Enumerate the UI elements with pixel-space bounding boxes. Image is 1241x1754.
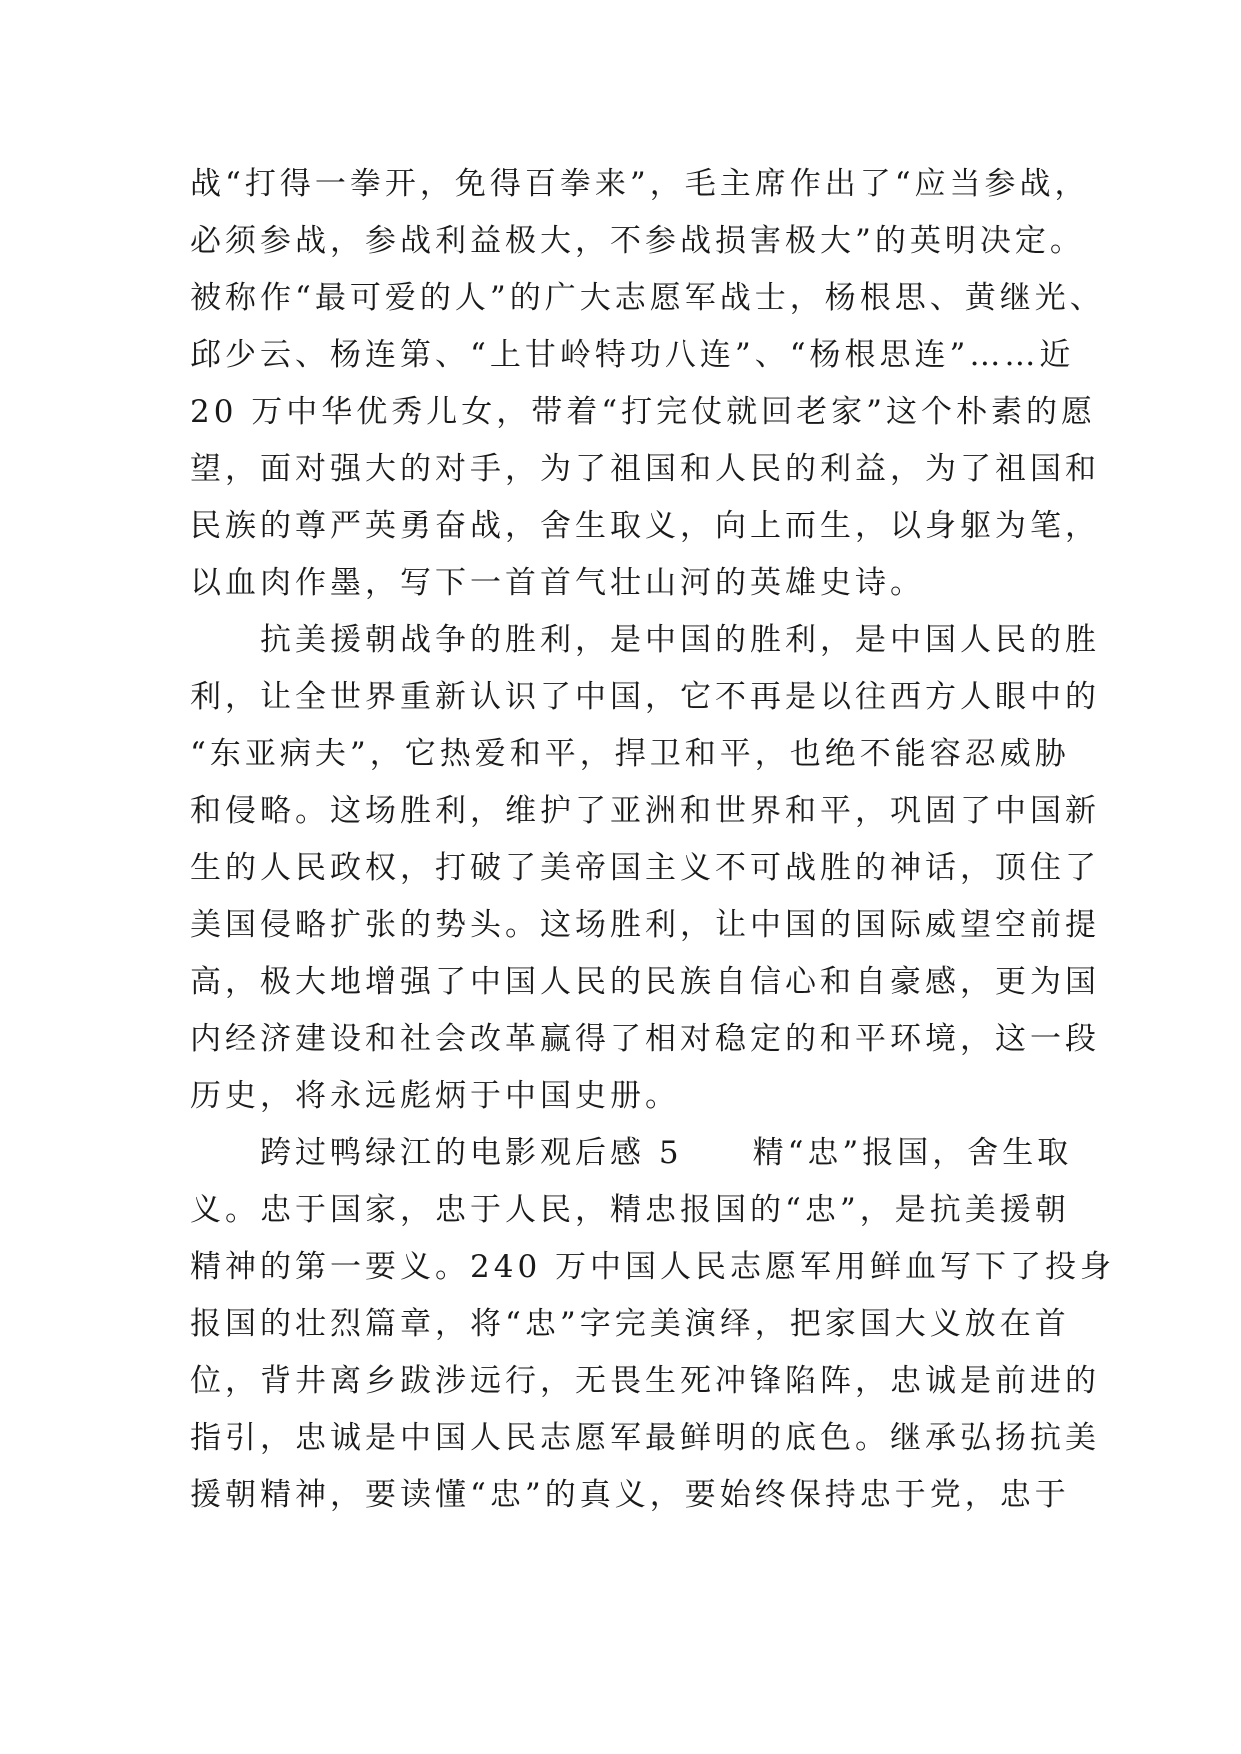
text-line: 生的人民政权，打破了美帝国主义不可战胜的神话，顶住了 — [190, 850, 1100, 886]
text-line: 抗美援朝战争的胜利，是中国的胜利，是中国人民的胜 — [190, 622, 1100, 658]
text-line: 历史，将永远彪炳于中国史册。 — [190, 1078, 680, 1114]
text-line: 指引，忠诚是中国人民志愿军最鲜明的底色。继承弘扬抗美 — [190, 1420, 1100, 1456]
text-line: 美国侵略扩张的势头。这场胜利，让中国的国际威望空前提 — [190, 907, 1100, 943]
text-line: 利，让全世界重新认识了中国，它不再是以往西方人眼中的 — [190, 679, 1100, 715]
text-line: 精神的第一要义。240 万中国人民志愿军用鲜血写下了投身 — [190, 1249, 1116, 1285]
text-line: 战“打得一拳开，免得百拳来”，毛主席作出了“应当参战， — [190, 166, 1090, 202]
text-line: 义。忠于国家，忠于人民，精忠报国的“忠”，是抗美援朝 — [190, 1192, 1070, 1228]
text-line: 报国的壮烈篇章，将“忠”字完美演绎，把家国大义放在首 — [190, 1306, 1070, 1342]
text-line: 援朝精神，要读懂“忠”的真义，要始终保持忠于党，忠于 — [190, 1477, 1070, 1513]
text-line: 和侵略。这场胜利，维护了亚洲和世界和平，巩固了中国新 — [190, 793, 1100, 829]
text-line: 邱少云、杨连第、“上甘岭特功八连”、“杨根思连”……近 — [190, 337, 1075, 373]
body-text — [190, 156, 1116, 1524]
text-line: 跨过鸭绿江的电影观后感 5 精“忠”报国，舍生取 — [190, 1135, 1073, 1171]
text-line: 高，极大地增强了中国人民的民族自信心和自豪感，更为国 — [190, 964, 1100, 1000]
text-line: 民族的尊严英勇奋战，舍生取义，向上而生，以身躯为笔， — [190, 508, 1100, 544]
text-line: 以血肉作墨，写下一首首气壮山河的英雄史诗。 — [190, 565, 925, 601]
text-line: 内经济建设和社会改革赢得了相对稳定的和平环境，这一段 — [190, 1021, 1100, 1057]
text-line: “东亚病夫”，它热爱和平，捍卫和平，也绝不能容忍威胁 — [190, 736, 1070, 772]
text-line: 必须参战，参战利益极大，不参战损害极大”的英明决定。 — [190, 223, 1085, 259]
text-line: 望，面对强大的对手，为了祖国和人民的利益，为了祖国和 — [190, 451, 1100, 487]
text-line: 被称作“最可爱的人”的广大志愿军战士，杨根思、黄继光、 — [190, 280, 1105, 316]
text-line: 20 万中华优秀儿女，带着“打完仗就回老家”这个朴素的愿 — [190, 394, 1096, 430]
text-line: 位，背井离乡跋涉远行，无畏生死冲锋陷阵，忠诚是前进的 — [190, 1363, 1100, 1399]
